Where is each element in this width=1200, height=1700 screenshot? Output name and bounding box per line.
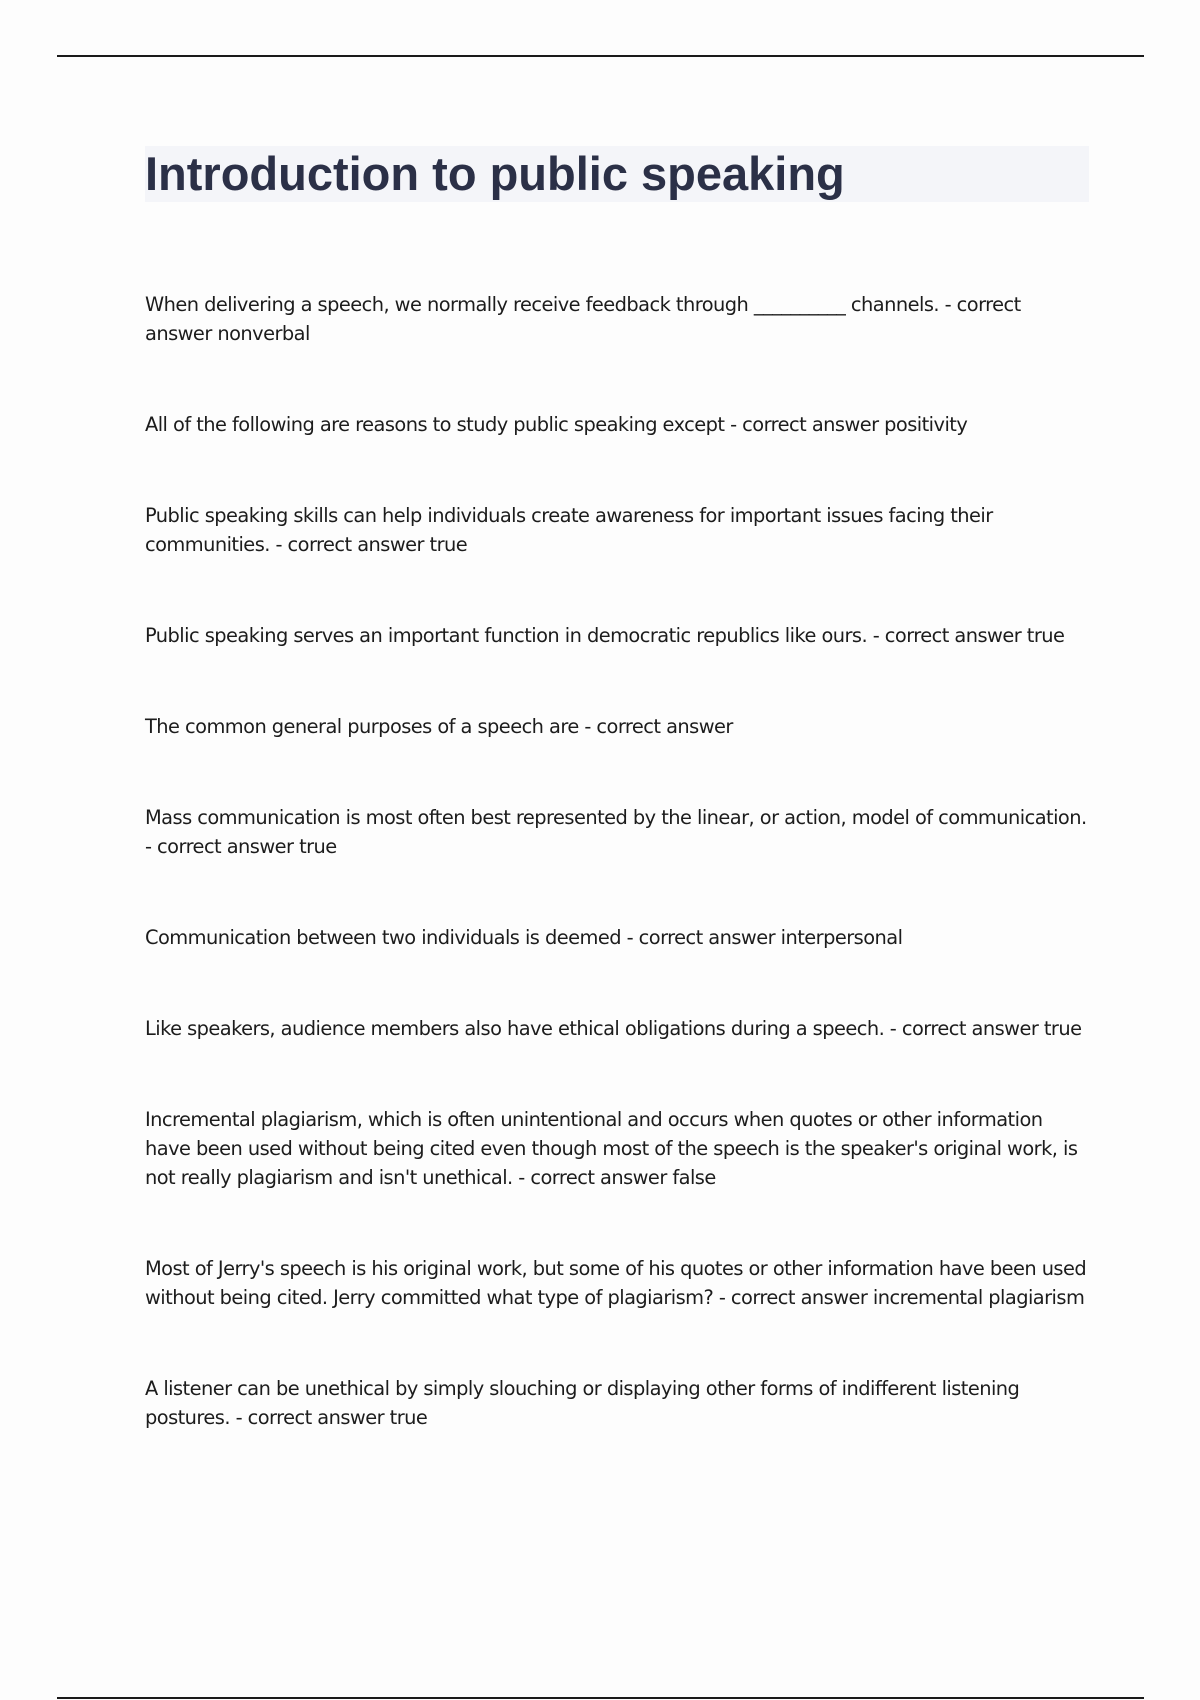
qa-item: Most of Jerry's speech is his original work, but some of his quotes or other information have been used without being cited. Jerry committed what type of plagiarism? - correct answer incremental plagiarism	[145, 1257, 1087, 1309]
qa-item: A listener can be unethical by simply slouching or displaying other forms of indifferent listening postures. - correct answer true	[145, 1377, 1020, 1429]
qa-item: Communication between two individuals is deemed - correct answer interpersonal	[145, 926, 903, 949]
page-title: Introduction to public speaking	[145, 147, 845, 200]
qa-item: Like speakers, audience members also have ethical obligations during a speech. - correct answer true	[145, 1017, 1082, 1040]
qa-item: Incremental plagiarism, which is often unintentional and occurs when quotes or other information have been used without being cited even though most of the speech is the speaker's original work, is not really plagiarism and isn't unethical. - correct answer false	[145, 1108, 1078, 1189]
qa-item: The common general purposes of a speech are - correct answer	[145, 715, 733, 738]
qa-item: Mass communication is most often best represented by the linear, or action, model of communication. - correct answer true	[145, 806, 1087, 858]
qa-item: All of the following are reasons to study public speaking except - correct answer positivity	[145, 413, 968, 436]
top-divider	[57, 55, 1144, 57]
bottom-divider	[57, 1697, 1144, 1699]
qa-item: When delivering a speech, we normally receive feedback through __________ channels. - correct answer nonverbal	[145, 293, 1021, 345]
qa-list	[145, 290, 1090, 1432]
qa-item: Public speaking skills can help individuals create awareness for important issues facing their communities. - correct answer true	[145, 504, 993, 556]
qa-item: Public speaking serves an important function in democratic republics like ours. - correct answer true	[145, 624, 1065, 647]
